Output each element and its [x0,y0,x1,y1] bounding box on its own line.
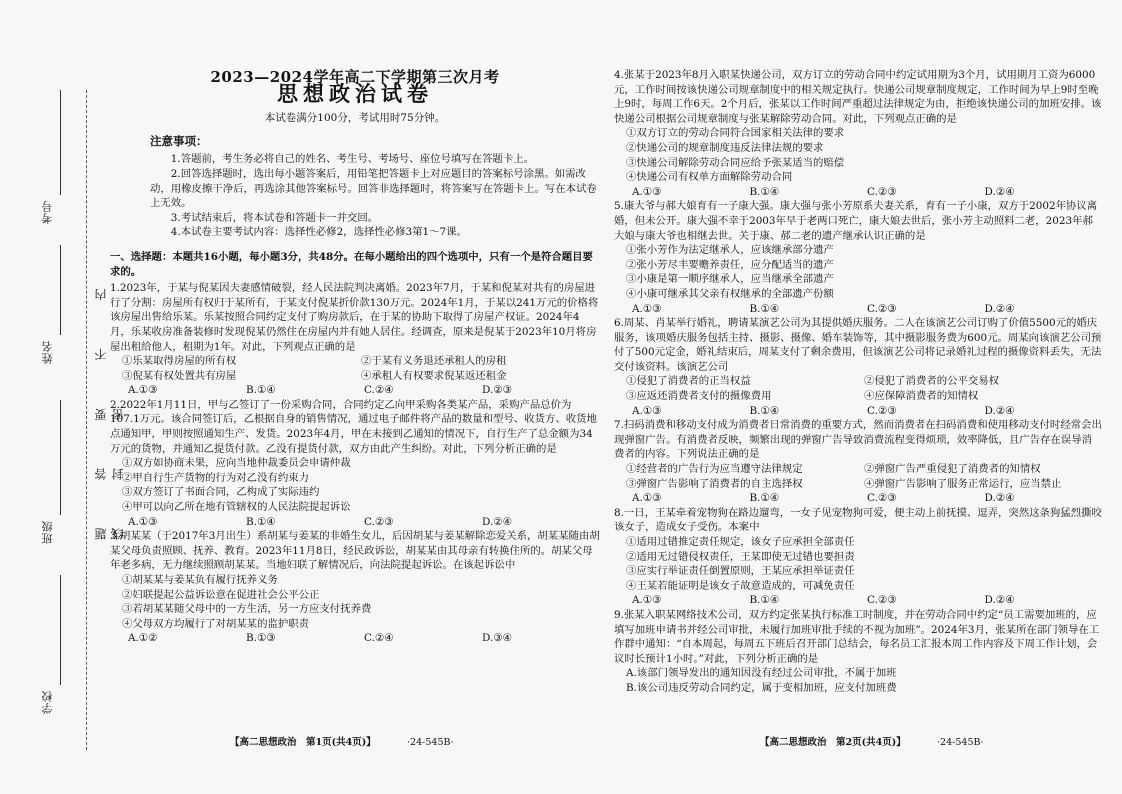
question-stem: 9.张某入职某网络技术公司，双方约定张某执行标准工时制度，并在劳动合同中约定“员工需要加班的，应填写加班申请书并经公司审批，未履行加班审批手续的不视为加班”。2024年3月，张某所在部门领导在工作群中通知：“自本周起，每周五下班后召开部门总结会，每名员工汇报本周工作内容及下周工作计划，会议时长预计1小时。”对此，下列分析正确的是 [614,608,1100,665]
question-stem: 7.扫码消费和移动支付成为消费者日常消费的重要方式，然而消费者在扫码消费和使用移动支付时经常会出现弹窗广告。有消费者反映，频繁出现的弹窗广告导致消费流程变得烦琐，效率降低，且广告存在误导消费者的内容。下列说法正确的是 [614,419,1102,461]
choice: A.①③ [128,515,158,528]
option: B.该公司违反劳动合同约定，属于变相加班，应支付加班费 [626,681,897,694]
question-9 [614,608,1102,696]
option: ④应保障消费者的知情权 [864,390,979,403]
seal-dashed-line [86,90,87,750]
option: ③应返还消费者支付的摄像费用 [626,390,772,403]
option: ①侵犯了消费者的正当权益 [626,375,751,388]
option: ②于某有义务退还承租人的房租 [361,355,507,368]
binding-gutter [0,0,125,794]
question-6 [614,316,1102,418]
choice: C.②③ [867,404,897,417]
exam-no-label: 考号 [41,200,54,224]
option: ③快递公司解除劳动合同应给予张某适当的赔偿 [626,156,845,169]
option: ①胡某某与姜某负有履行抚养义务 [122,574,278,586]
question-2 [110,398,600,529]
option: ③小康是第一顺序继承人，应当继承全部遗产 [626,273,834,286]
choice: C.②③ [867,302,897,315]
question-8 [614,506,1102,608]
choice: A.①③ [632,185,662,198]
question-stem: 1.2023年，于某与倪某因夫妻感情破裂，经人民法院判决离婚。2023年7月，于某和倪某对共有的房屋进行了分割：房屋所有权归于某所有，于某支付倪某折价款130万元。2024年1月，于某以241万元的价格将该房屋出售给乐某。乐某按照合同约定支付了购房款后，在于某的协助下取得了房屋产权证。2024年4月，乐某收房准备装修时发现倪某仍然住在房屋内并有她人居住。经调查，原来是倪某于2023年10月将房屋出租给他人，租期为1年。对此，下列观点正确的是 [110,282,599,353]
option: ③应实行举证责任倒置原则，王某应承担举证责任 [626,565,855,578]
choice: C.②③ [364,515,394,528]
option: ④王某若能证明是该女子故意造成的，可减免责任 [626,579,855,592]
footer-label: 【高二思想政治 第2页(共4页)】 [760,737,906,748]
school-label: 学校 [41,690,54,714]
choice: B.①④ [246,515,276,528]
option: ③双方签订了书面合同，乙构成了实际违约 [122,486,320,499]
choice: C.②③ [867,492,897,505]
choice: B.①④ [749,185,780,198]
note-item: 1.答题前，考生务必将自己的姓名、考生号、考场号、座位号填写在答题卡上。 [170,153,534,166]
option: ④快递公司有权单方面解除劳动合同 [626,171,793,184]
option: ②甲自行生产货物的行为对乙没有约束力 [122,471,310,484]
footer-code: ·24-545B· [407,737,454,748]
choice: A.①③ [632,404,662,417]
option: ④甲可以向乙所在地有管辖权的人民法院提起诉讼 [122,501,351,514]
name-label: 姓名 [41,340,54,364]
exam-no-line [60,90,61,195]
choice: D.②④ [984,594,1015,607]
option: ④弹窗广告影响了服务正常运行，应当禁止 [864,477,1062,490]
option: ①张小芳作为法定继承人，应该继承部分遗产 [626,244,834,257]
option: ①双方订立的劳动合同符合国家相关法律的要求 [626,127,845,140]
choice: B.①④ [749,302,780,315]
choice: C.②④ [364,632,394,645]
option: ②侵犯了消费者的公平交易权 [864,375,1000,388]
page-two-footer [760,734,983,748]
question-4 [614,68,1102,199]
class-label: 班级 [41,520,54,544]
option: ①乐某取得房屋的所有权 [122,355,237,368]
seal-text: 题 答 要 不 内 线 封 密 [94,266,125,540]
option: ①经营者的广告行为应当遵守法律规定 [626,463,803,476]
exam-subtitle: 思想政治试卷 [277,80,433,106]
choice: B.①④ [749,404,780,417]
option: ②张小芳尽丰要赡养责任，应分配适当的遗产 [626,258,834,271]
choice: B.①④ [246,384,276,397]
exam-title: 2023—2024学年高二下学期第三次月考 [210,68,500,86]
question-stem: 4.张某于2023年8月入职某快递公司，双方订立的劳动合同中约定试用期为3个月，试用期月工资为6000元，工作时间按该快递公司规章制度中的相关规定执行。快递公司规章制度规定，工作时间为早上9时至晚上9时，每周工作6天。2个月后，张某以工作时间严重超过法律规定为由，拒绝该快递公司的加班安排。该快递公司根据公司规章制度与张某解除劳动合同。对此，下列观点正确的是 [614,69,1102,125]
notes-heading: 注意事项： [150,133,208,148]
choice: C.②④ [364,384,394,397]
footer-code: ·24-545B· [937,737,984,748]
choice: D.③④ [482,632,512,645]
question-stem: 2.2022年1月11日，甲与乙签订了一份采购合同，合同约定乙向甲采购各类某产品，采购产品总价为107.1万元。该合同签订后，乙根据自身的销售情况，通过电子邮件将产品的数量和型号、收货方、收货地点通知甲，甲则按照通知生产、发货。2023年4月，甲在未接到乙通知的情况下，自行生产了总金额为34万元的货物，并通知乙提货付款。乙没有提货付款，双方由此产生纠纷。对此，下列分析正确的是 [110,398,597,455]
footer-label: 【高二思想政治 第1页(共4页)】 [230,737,376,748]
option: ④承租人有权要求倪某返还租金 [361,369,507,382]
option: A.该部门领导发出的通知因没有经过公司审批，不属于加班 [626,667,897,680]
option: ④小康可继承其父亲有权继承的全部遗产份额 [626,287,834,300]
question-3 [110,529,600,646]
choice: D.②④ [984,404,1015,417]
option: ③倪某有权处置共有房屋 [122,369,237,382]
choice: D.②④ [984,185,1015,198]
section-heading: 一、选择题：本题共16小题，每小题3分，共48分。在每小题给出的四个选项中，只有一个是符合题目要求的。 [110,250,593,278]
option: ①双方如协商未果，应向当地仲裁委员会申请仲裁 [122,457,351,470]
note-item: 2.回答选择题时，选出每小题答案后，用铅笔把答题卡上对应题目的答案标号涂黑。如需改动，用橡皮擦干净后，再选涂其他答案标号。回答非选择题时，将答案写在答题卡上。写在本试卷上无效。 [150,167,597,210]
note-item: 3.考试结束后，将本试卷和答题卡一并交回。 [170,211,379,224]
choice: C.②③ [867,594,897,607]
option: ③弹窗广告影响了消费者的自主选择权 [626,477,803,490]
choice: C.②③ [867,185,897,198]
name-line [60,245,61,335]
choice: A.①③ [128,384,158,397]
option: ④父母双方均履行了对胡某某的监护职责 [122,617,310,630]
option: ③若胡某某随父母中的一方生活，另一方应支付抚养费 [122,603,372,616]
choice: A.①② [128,632,158,645]
option: ②妇联提起公益诉讼意在促进社会公平公正 [122,588,320,601]
choice: B.①④ [749,594,780,607]
page-two [614,68,1102,696]
choice: D.②④ [482,515,512,528]
choice: D.②④ [984,302,1015,315]
page-one [110,70,600,646]
question-stem: 3.胡某某（于2017年3月出生）系胡某与姜某的非婚生女儿，后因胡某与姜某解除恋爱关系，胡某某随由胡某父母负责照顾、抚养、教育。2023年11月8日，经民政诉讼，胡某某由其母亲有转换住所的。胡某父母年老多病，无力继续照顾胡某某。当地妇联了解情况后，向法院提起诉讼。在该起诉讼中 [110,530,600,572]
choice: A.①③ [632,302,662,315]
choice: A.①③ [632,492,662,505]
note-item: 4.本试卷主要考试内容：选择性必修2，选择性必修3第1～7课。 [170,226,467,239]
question-7 [614,418,1102,506]
exam-meta: 本试卷满分100分，考试用时75分钟。 [264,112,446,125]
choice: B.①④ [749,492,780,505]
question-1 [110,281,600,398]
choice: D.②④ [984,492,1015,505]
question-stem: 5.康大爷与郝大娘育有一子康大强。康大强与张小芳原系夫妻关系，育有一子小康，双方于2002年协议离婚，但未公开。康大强不幸于2003年早于老两口死亡，康大娘去世后，张小芳主动照料二老，2023年郝大娘与康大爷也相继去世。关于康、郝二老的遗产继承认识正确的是 [614,200,1098,242]
class-line [60,400,61,515]
question-5 [614,199,1102,316]
choice: D.②③ [482,384,512,397]
choice: A.①③ [632,594,662,607]
option: ①适用过错推定责任规定，该女子应承担全部责任 [626,536,855,548]
choice: B.①③ [246,632,276,645]
option: ②适用无过错侵权责任，王某即使无过错也要担责 [626,550,855,563]
option: ②弹窗广告严重侵犯了消费者的知情权 [864,463,1041,476]
school-line [60,575,61,685]
question-stem: 6.周某、肖某举行婚礼，聘请某演艺公司为其提供婚庆服务。二人在该演艺公司订购了价值5500元的婚庆服务，该项婚庆服务包括主持、摄影、摄像、婚车装饰等，其中摄影服务费为600元。周某向该演艺公司预付了500元定金，婚礼结束后，周某支付了剩余费用，但该演艺公司将记录婚礼过程的摄像资料丢失，无法交付该资料。该演艺公司 [614,317,1102,373]
question-stem: 8.一日，王某牵着宠物狗在路边遛弯，一女子见宠物狗可爱，便主动上前抚摸、逗弄，突然这条狗猛烈撕咬该女子，造成女子受伤。本案中 [614,506,1102,534]
page-one-footer [230,734,453,748]
option: ②快递公司的规章制度违反法律法规的要求 [626,141,824,154]
